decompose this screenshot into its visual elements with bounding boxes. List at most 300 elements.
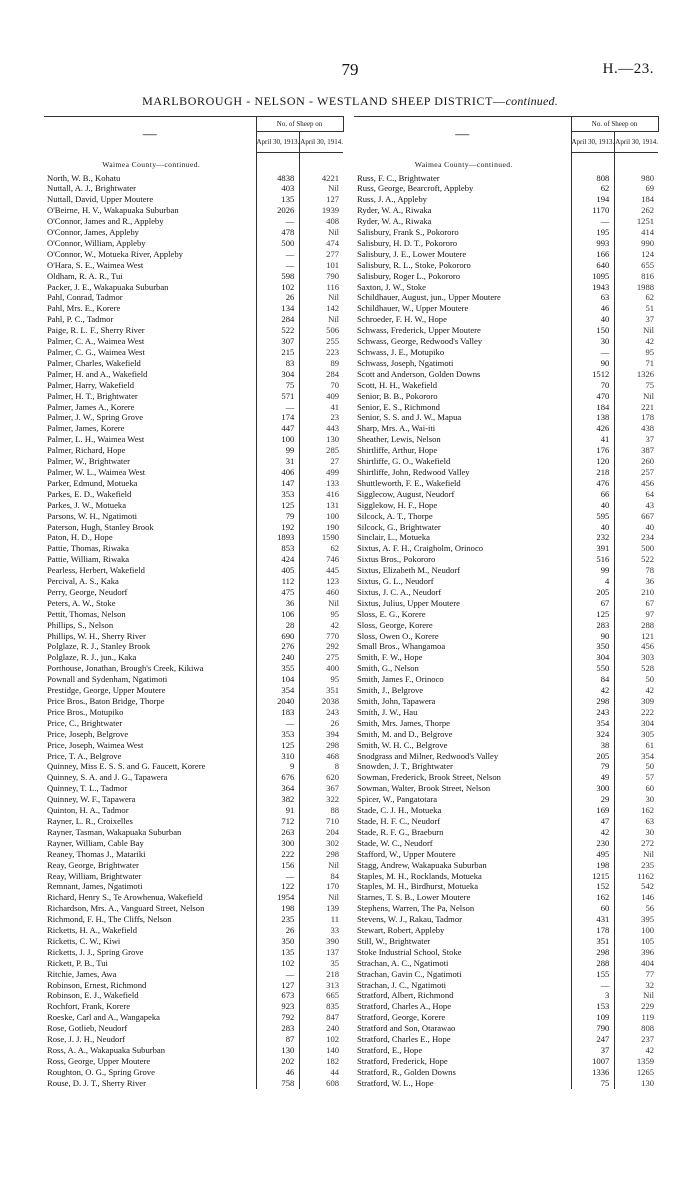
sheep-count-1913: 46 (256, 1067, 300, 1078)
owner-name-address: Pahl, P. C., Tadmor (47, 314, 114, 325)
table-row (354, 620, 658, 631)
sheep-count-1913: 192 (256, 522, 300, 533)
owner-name-address: Salisbury, R. L., Stoke, Pokororo (357, 259, 471, 270)
owner-name-address: Palmer, James A., Korere (47, 401, 135, 412)
sheep-count-1913: 102 (256, 958, 300, 969)
sheep-count-1914: Nil (643, 990, 655, 1001)
sheep-count-1913: 135 (256, 194, 300, 205)
sheep-count-1914: Nil (643, 848, 655, 859)
sheep-count-1914: 146 (641, 892, 655, 903)
table-row (44, 783, 343, 794)
sheep-count-1913: — (571, 980, 615, 991)
owner-name-address: Smith, J., Belgrove (357, 685, 424, 696)
sheep-count-1914: 284 (326, 368, 340, 379)
owner-name-address: Nuttall, A. J., Brightwater (47, 183, 137, 194)
sheep-count-1913: 3 (571, 990, 615, 1001)
owner-name-address: Rochfort, Frank, Korere (47, 1001, 131, 1012)
owner-name-address: Ross, A. A., Wakapuaka Suburban (47, 1045, 166, 1055)
sheep-count-1914: 33 (330, 925, 340, 936)
table-row (354, 238, 658, 249)
owner-name-address: Sinclair, L., Motueka (357, 532, 430, 543)
owner-name-address: Quinton, H. A., Tadmor (47, 805, 129, 816)
sheep-count-1914: 139 (326, 903, 340, 914)
sheep-count-1913: 676 (256, 772, 300, 783)
sheep-count-1913: 198 (571, 860, 615, 871)
sheep-count-1913: 87 (256, 1034, 300, 1045)
sheep-count-1914: 620 (326, 772, 340, 783)
owner-name-address: O'Hara, S. E., Waimea West (47, 259, 144, 270)
sheep-count-1914: 438 (641, 423, 655, 434)
owner-name-address: Paterson, Hugh, Stanley Brook (47, 521, 154, 532)
sheep-count-1914: 395 (641, 914, 655, 925)
sheep-count-1913: 382 (256, 794, 300, 805)
document-reference: H.—23. (602, 61, 654, 77)
table-row (354, 816, 658, 827)
owner-name-address: Smith, J. W., Hau (357, 706, 418, 717)
sheep-count-1913: 1007 (571, 1056, 615, 1067)
sheep-count-1913: 130 (256, 1045, 300, 1056)
sheep-count-1913: 122 (256, 881, 300, 892)
table-row (44, 652, 343, 663)
table-row (354, 1078, 658, 1089)
owner-name-address: Stratford, George, Korere (357, 1012, 446, 1023)
sheep-count-1913: 215 (256, 347, 300, 358)
table-row (44, 260, 343, 271)
column-header-1914: April 30, 1914. (300, 132, 343, 153)
table-row (44, 772, 343, 783)
table-row (354, 554, 658, 565)
table-row (354, 369, 658, 380)
sheep-count-1913: 298 (571, 947, 615, 958)
table-row (44, 282, 343, 293)
sheep-count-1913: 2026 (256, 205, 300, 216)
sheep-count-1914: 130 (326, 434, 340, 445)
owner-name-address: Staples, M. H., Rocklands, Motueka (357, 870, 482, 881)
sheep-count-1913: 424 (256, 554, 300, 565)
sheep-count-1914: 460 (326, 586, 340, 597)
sheep-count-1914: 27 (330, 456, 340, 467)
sheep-count-1914: 414 (641, 227, 655, 238)
owner-name-address: Price, Joseph, Belgrove (47, 728, 129, 739)
table-row (44, 947, 343, 958)
sheep-count-1913: 300 (571, 783, 615, 794)
owner-name-address: O'Connor, William, Appleby (47, 237, 146, 248)
sheep-count-1913: 9 (256, 761, 300, 772)
sheep-count-1913: 147 (256, 478, 300, 489)
table-row (44, 183, 343, 194)
owner-name-address: Salisbury, Roger L., Pokororo (357, 270, 461, 281)
table-row (354, 423, 658, 434)
column-header-1913: April 30, 1913. (571, 132, 615, 153)
owner-name-address: Price, C., Brightwater (47, 717, 123, 728)
sheep-count-1913: 1512 (571, 369, 615, 380)
owner-name-address: Robinson, Ernest, Richmond (47, 979, 147, 990)
owner-name-address: Reaney, Thomas J., Matariki (47, 848, 146, 859)
table-row (354, 216, 658, 227)
sheep-count-group-header: No. of Sheep on (256, 117, 343, 132)
sheep-count-1914: Nil (328, 314, 340, 325)
sheep-count-1914: 178 (641, 412, 655, 423)
sheep-count-1914: 204 (326, 826, 340, 837)
owner-name-address: Reay, George, Brightwater (47, 859, 139, 870)
sheep-count-1914: 184 (641, 194, 655, 205)
sheep-count-1914: 223 (326, 347, 340, 357)
sheep-count-1914: 542 (641, 881, 655, 892)
sheep-count-1914: 1988 (636, 281, 655, 292)
sheep-count-1914: 770 (326, 630, 340, 641)
owner-name-address: Roeske, Carl and A., Wangapeka (47, 1012, 160, 1023)
table-row (44, 445, 343, 456)
sheep-count-1914: 61 (645, 739, 655, 750)
sheep-count-1913: 391 (571, 543, 615, 554)
sheep-count-1914: 77 (645, 968, 655, 979)
sheep-count-1914: 313 (326, 979, 340, 990)
sheep-count-1913: 134 (256, 303, 300, 314)
sheep-count-1914: 354 (641, 750, 655, 761)
table-row (354, 980, 658, 991)
owner-name-address: Pattie, Thomas, Riwaka (47, 543, 129, 554)
sheep-count-1914: 400 (326, 663, 340, 674)
owner-name-address: Robinson, E. J., Wakefield (47, 990, 139, 1001)
owner-name-address: Palmer, W. L., Waimea West (47, 466, 146, 477)
table-row (354, 282, 658, 293)
sheep-count-1913: 49 (571, 772, 615, 783)
sheep-count-1913: 1943 (571, 282, 615, 293)
sheep-count-1913: 758 (256, 1078, 300, 1089)
sheep-count-1913: 263 (256, 827, 300, 838)
sheep-count-1913: 46 (571, 303, 615, 314)
owner-name-address: Sigglecow, August, Neudorf (357, 488, 455, 499)
owner-name-address: Sharp, Mrs. A., Wai-iti (357, 423, 436, 434)
owner-name-address: Nuttall, David, Upper Moutere (47, 194, 154, 205)
sheep-count-1913: 640 (571, 260, 615, 271)
owner-name-address: Schwass, J. E., Motupiko (357, 347, 445, 357)
owner-name-address: Ritchie, James, Awa (47, 968, 117, 979)
sheep-count-1913: 283 (571, 620, 615, 631)
table-row (44, 903, 343, 914)
table-row (354, 271, 658, 282)
owner-name-address: Saxton, J. W., Stoke (357, 281, 426, 292)
owner-name-address: Schwass, Frederick, Upper Moutere (357, 325, 481, 336)
table-row (354, 925, 658, 936)
table-row (354, 292, 658, 303)
owner-name-address: Stade, R. F. G., Braeburn (357, 826, 444, 837)
table-row (354, 609, 658, 620)
sheep-count-1913: 166 (571, 249, 615, 260)
sheep-count-1913: 598 (256, 271, 300, 282)
owner-name-address: Paton, H. D., Hope (47, 532, 113, 543)
sheep-count-1913: 67 (571, 598, 615, 609)
owner-name-address: Ryder, W. A., Riwaka (357, 216, 432, 227)
owner-name-address: Stratford, W. L., Hope (357, 1077, 434, 1088)
sheep-count-1914: 292 (326, 641, 340, 652)
sheep-count-1913: 283 (256, 1023, 300, 1034)
sheep-count-1914: 262 (641, 205, 655, 216)
table-row (44, 860, 343, 871)
sheep-count-1914: 88 (330, 805, 340, 816)
sheep-count-1913: 31 (256, 456, 300, 467)
sheep-count-1914: Nil (328, 859, 340, 870)
table-row (354, 794, 658, 805)
table-row (44, 543, 343, 554)
owner-name-address: Price Bros., Motupiko (47, 706, 124, 717)
table-row (354, 772, 658, 783)
table-row (44, 249, 343, 260)
sheep-count-1914: 1162 (637, 870, 655, 881)
sheep-count-1913: 712 (256, 816, 300, 827)
sheep-count-1914: 78 (645, 565, 655, 576)
sheep-count-1913: 475 (256, 587, 300, 598)
sheep-count-1914: 127 (326, 194, 340, 205)
sheep-count-1913: 152 (571, 881, 615, 892)
sheep-count-1914: 499 (326, 466, 340, 477)
owner-name-address: Parkes, E. D., Wakefield (47, 488, 132, 499)
sheep-count-1913: — (256, 402, 300, 413)
owner-name-address: Rayner, William, Cable Bay (47, 837, 144, 848)
county-heading: Waimea County—continued. (102, 160, 201, 170)
sheep-count-1913: 125 (571, 609, 615, 620)
owner-name-address: Ricketts, J. J., Spring Grove (47, 946, 144, 957)
sheep-count-1913: — (256, 969, 300, 980)
sheep-count-1913: 1095 (571, 271, 615, 282)
sheep-count-1914: 62 (330, 543, 340, 554)
owner-name-address: Roughton, O. G., Spring Grove (47, 1066, 155, 1077)
owner-name-address: Stagg, Andrew, Wakapuaka Suburban (357, 859, 487, 870)
table-row (354, 598, 658, 609)
sheep-count-1914: 351 (326, 685, 340, 696)
sheep-count-1914: 277 (326, 248, 340, 259)
owner-name-address: Silcock, A. T., Thorpe (357, 510, 433, 521)
sheep-count-1913: 354 (256, 685, 300, 696)
sheep-count-1914: 416 (326, 488, 340, 499)
sheep-count-1914: 522 (641, 554, 655, 565)
column-header-1913: April 30, 1913. (256, 132, 300, 153)
sheep-count-1913: 127 (256, 980, 300, 991)
sheep-count-1913: 993 (571, 238, 615, 249)
sheep-count-1914: 43 (645, 499, 655, 510)
owner-name-address: Stratford, Frederick, Hope (357, 1055, 448, 1066)
sheep-count-1914: 50 (645, 761, 655, 772)
owner-name-address: Scott, H. H., Wakefield (357, 379, 438, 390)
owner-name-address: Russ, F. C., Brightwater (357, 172, 440, 183)
sheep-count-1913: 571 (256, 391, 300, 402)
sheep-count-1913: 79 (571, 761, 615, 772)
table-row (354, 936, 658, 947)
owner-name-address: Palmer, H. T., Brightwater (47, 390, 138, 401)
owner-name-address: Sixtus, Julius, Upper Moutere (357, 597, 460, 608)
table-row (44, 489, 343, 500)
sheep-count-1914: 4221 (321, 172, 340, 183)
owner-name-address: Smith, Mrs. James, Thorpe (357, 717, 450, 728)
sheep-count-1913: 405 (256, 565, 300, 576)
sheep-count-1913: 106 (256, 609, 300, 620)
owner-name-address: Stade, C. J. H., Motueka (357, 805, 442, 816)
table-row (354, 892, 658, 903)
sheep-count-1914: 8 (334, 761, 340, 772)
table-row (44, 271, 343, 282)
table-row (354, 565, 658, 576)
sheep-count-1914: 229 (641, 1001, 655, 1012)
sheep-count-1914: 305 (641, 728, 655, 739)
sheep-count-1914: Nil (328, 183, 340, 194)
sheep-count-1914: 835 (326, 1001, 340, 1012)
sheep-count-1913: 447 (256, 423, 300, 434)
sheep-count-1914: 2038 (321, 696, 340, 706)
sheep-count-1913: 135 (256, 947, 300, 958)
sheep-count-1914: 309 (641, 696, 655, 706)
sheep-count-1913: 230 (571, 838, 615, 849)
owner-name-address: Russ, George, Bearcroft, Appleby (357, 183, 474, 194)
table-row (44, 380, 343, 391)
table-row (354, 1012, 658, 1023)
owner-name-address: Sloss, Owen O., Korere (357, 630, 439, 641)
page-header (0, 60, 700, 80)
sheep-count-1914: 710 (326, 815, 340, 826)
sheep-count-1914: Nil (328, 892, 340, 903)
sheep-count-1914: 408 (326, 216, 340, 227)
sheep-count-1914: 95 (645, 347, 655, 357)
owner-name-address: Rickett, P. B., Tui (47, 957, 108, 968)
table-row (354, 1045, 658, 1056)
sheep-count-1914: 42 (645, 685, 655, 696)
owner-name-address: Parsons, W. H., Ngatimoti (47, 510, 137, 521)
owner-name-address: Schildhauer, August, jun., Upper Moutere (357, 292, 501, 303)
sheep-count-1914: 40 (645, 521, 655, 532)
owner-name-address: Still, W., Brightwater (357, 935, 431, 946)
table-row (44, 467, 343, 478)
table-row (44, 434, 343, 445)
sheep-count-1914: 50 (645, 674, 655, 685)
sheep-count-1914: 133 (326, 477, 340, 488)
sheep-count-1913: 235 (256, 914, 300, 925)
sheep-count-1914: 500 (641, 543, 655, 554)
sheep-count-1914: 303 (641, 652, 655, 663)
table-row (354, 1034, 658, 1045)
sheep-count-1914: 63 (645, 815, 655, 826)
sheep-count-1913: 38 (571, 740, 615, 751)
table-row (354, 707, 658, 718)
table-row (354, 947, 658, 958)
sheep-count-1914: 57 (645, 772, 655, 783)
sheep-count-1913: 351 (571, 936, 615, 947)
sheep-count-1913: 120 (571, 456, 615, 467)
owner-name-address: Prestidge, George, Upper Moutere (47, 685, 166, 696)
table-row (44, 1034, 343, 1045)
sheep-count-1914: 162 (641, 805, 655, 816)
sheep-count-1914: 30 (645, 826, 655, 837)
table-row (44, 325, 343, 336)
sheep-count-1914: 95 (330, 674, 340, 685)
table-row (354, 641, 658, 652)
sheep-count-1914: 847 (326, 1012, 340, 1023)
sheep-count-1913: 42 (571, 827, 615, 838)
sheep-count-1914: 285 (326, 445, 340, 456)
owner-name-address: Palmer, W., Brightwater (47, 456, 130, 467)
table-row (354, 969, 658, 980)
owner-name-address: Quinney, Miss E. S. S. and G. Faucett, Korere (47, 761, 206, 772)
sheep-count-1913: 595 (571, 511, 615, 522)
sheep-count-1913: 690 (256, 631, 300, 642)
table-row (44, 1067, 343, 1078)
sheep-count-1913: 470 (571, 391, 615, 402)
sheep-count-1914: Nil (643, 325, 655, 336)
owner-name-address: Stade, W. C., Neudorf (357, 837, 433, 848)
title-continued: continued. (505, 94, 558, 108)
owner-name-address: Polglaze, R. J., Stanley Brook (47, 641, 151, 652)
sheep-count-1914: 23 (330, 412, 340, 423)
sheep-count-1914: Nil (328, 292, 340, 303)
sheep-count-1914: 37 (645, 314, 655, 325)
owner-name-address: Ross, George, Upper Moutere (47, 1055, 151, 1066)
sheep-count-1913: 790 (571, 1023, 615, 1034)
owner-name-address: Snodgrass and Milner, Redwood's Valley (357, 750, 499, 761)
sheep-count-1914: 243 (326, 706, 340, 717)
owner-name-address: Ryder, W. A., Riwaka (357, 205, 432, 216)
owner-name-address: Price, T. A., Belgrove (47, 750, 122, 761)
owner-name-address: Palmer, C. G., Waimea West (47, 347, 145, 357)
sheep-count-1913: 222 (256, 849, 300, 860)
sheep-count-1913: 79 (256, 511, 300, 522)
sheep-count-1914: 816 (641, 270, 655, 281)
owner-name-address: Salisbury, Frank S., Pokororo (357, 227, 459, 238)
owner-name-address: Price Bros., Baton Bridge, Thorpe (47, 696, 165, 706)
table-row (44, 565, 343, 576)
table-row (44, 532, 343, 543)
owner-name-address: Sigglekow, H. F., Hope (357, 499, 438, 510)
sheep-count-1913: 36 (256, 598, 300, 609)
sheep-count-1913: 176 (571, 445, 615, 456)
owner-name-address: Quinney, T. L., Tadmor (47, 783, 128, 794)
table-row (354, 402, 658, 413)
table-row (44, 292, 343, 303)
table-row (354, 871, 658, 882)
table-row (44, 205, 343, 216)
table-row (44, 838, 343, 849)
sheep-count-1914: 474 (326, 237, 340, 248)
sheep-count-1914: 35 (330, 957, 340, 968)
owner-name-address: Stafford, W., Upper Moutere (357, 848, 456, 859)
sheep-count-1913: 194 (571, 194, 615, 205)
table-row (44, 511, 343, 522)
owner-name-address: Quinney, S. A. and J. G., Tapawera (47, 772, 168, 783)
table-row (44, 1056, 343, 1067)
sheep-count-1914: 304 (641, 717, 655, 728)
owner-name-address: Ricketts, C. W., Kiwi (47, 935, 121, 946)
table-row (44, 423, 343, 434)
sheep-count-1913: 304 (571, 652, 615, 663)
sheep-count-1913: 169 (571, 805, 615, 816)
owner-name-address: Stoke Industrial School, Stoke (357, 946, 462, 957)
table-row (354, 183, 658, 194)
sheep-count-1913: 205 (571, 751, 615, 762)
table-row (44, 740, 343, 751)
table-row (354, 249, 658, 260)
owner-name-address: Richard, Henry S., Te Arowhenua, Wakefield (47, 892, 203, 903)
sheep-count-1913: 84 (571, 674, 615, 685)
table-row (354, 751, 658, 762)
sheep-count-1914: Nil (328, 227, 340, 238)
sheep-count-1914: 70 (330, 379, 340, 390)
owner-name-address: Sloss, George, Korere (357, 619, 433, 630)
sheep-count-group-header: No. of Sheep on (571, 117, 658, 132)
table-row (44, 958, 343, 969)
owner-name-address: Porthouse, Jonathan, Brough's Creek, Kikiwa (47, 663, 204, 674)
table-row (354, 881, 658, 892)
sheep-count-1913: 808 (571, 173, 615, 184)
table-row (44, 391, 343, 402)
owner-name-address: Rouse, D. J. T., Sherry River (47, 1077, 146, 1088)
sheep-count-1914: 64 (645, 488, 655, 499)
